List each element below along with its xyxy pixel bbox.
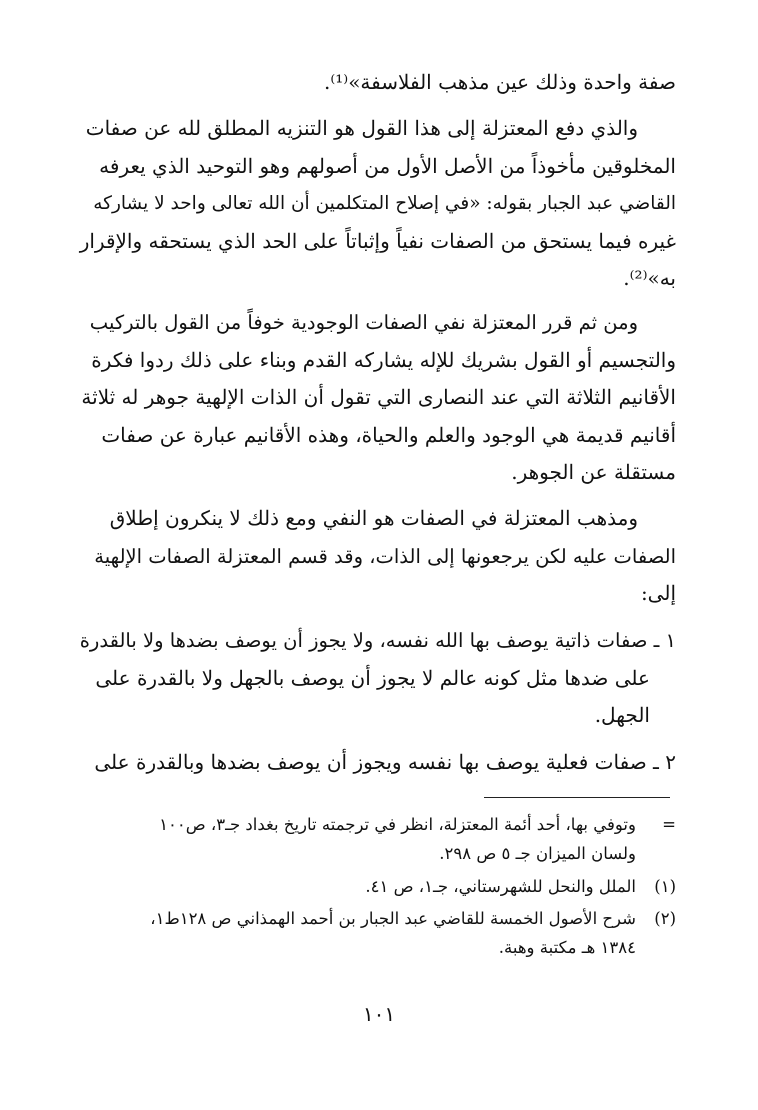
footnote-marker: (٢)	[654, 909, 676, 928]
list-item-continuation: الجهل.	[594, 703, 650, 727]
text-line: مستقلة عن الجوهر.	[511, 460, 676, 484]
list-item-first-line: ٢ ـ صفات فعلية يوصف بها نفسه ويجوز أن يوصف بضدها وبالقدرة على	[94, 750, 676, 774]
page-number: ١٠١	[362, 1002, 396, 1026]
text-line: الصفات عليه لكن يرجعونها إلى الذات، وقد قسم المعتزلة الصفات الإلهية	[94, 544, 676, 568]
list-item-first-line: ١ ـ صفات ذاتية يوصف بها الله نفسه، ولا يجوز أن يوصف بضدها ولا بالقدرة	[79, 629, 676, 652]
footnote-1	[76, 872, 676, 901]
text-line: والتجسيم أو القول بشريك للإله يشاركه القدم وبناء على ذلك ردوا فكرة	[91, 347, 676, 372]
list-item-continuation: على ضدها مثل كونه عالم لا يجوز أن يوصف بالجهل ولا بالقدرة على	[95, 665, 650, 690]
text-line: ومذهب المعتزلة في الصفات هو النفي ومع ذلك لا ينكرون إطلاق	[109, 506, 638, 530]
footnote-text: الملل والنحل للشهرستاني، جـ١، ص ٤١.	[365, 877, 636, 896]
text-line: والذي دفع المعتزلة إلى هذا القول هو التنزيه المطلق لله عن صفات	[85, 116, 638, 140]
text-line: إلى:	[640, 581, 676, 605]
footnote-separator	[484, 797, 670, 798]
paragraph-mutazila-doctrine	[80, 500, 676, 613]
footnote-text: ١٣٨٤ هـ مكتبة وهبة.	[498, 938, 636, 957]
footnote-2	[76, 904, 676, 962]
text-line: أقانيم قديمة هي الوجود والعلم والحياة، وهذه الأقانيم عبارة عن صفات	[101, 422, 676, 447]
footnote-text: شرح الأصول الخمسة للقاضي عبد الجبار بن أحمد الهمذاني ص ١٢٨ط١،	[150, 909, 636, 928]
list-item	[76, 744, 676, 782]
paragraph-attributes-negation	[80, 304, 676, 492]
text-line: به»⁽²⁾.	[623, 266, 676, 290]
text-line: المخلوقين مأخوذاً من الأصل الأول من أصولهم وهو التوحيد الذي يعرفه	[99, 153, 676, 178]
footnote-text: ولسان الميزان جـ ٥ ص ٢٩٨.	[439, 844, 636, 863]
footnote-text: وتوفي بها، أحد أئمة المعتزلة، انظر في ترجمته تاريخ بغداد جـ٣، ص١٠٠	[159, 815, 636, 834]
text-line: غيره فيما يستحق من الصفات نفياً وإثباتاً على الحد الذي يستحقه والإقرار	[79, 228, 676, 253]
footnote-continued	[76, 810, 676, 868]
footnote-marker: (١)	[654, 877, 676, 896]
footnote-marker: =	[662, 815, 676, 834]
list-item	[76, 622, 676, 735]
paragraph-tawhid	[80, 110, 676, 298]
paragraph-continuation	[76, 64, 676, 102]
text-line: الأقانيم الثلاثة التي عند النصارى التي تقول أن الذات الإلهية جوهر له ثلاثة	[81, 385, 676, 409]
text-line: القاضي عبد الجبار بقوله: «في إصلاح المتكلمين أن الله تعالى واحد لا يشاركه	[93, 193, 676, 214]
text-line: ومن ثم قرر المعتزلة نفي الصفات الوجودية خوفاً من القول بالتركيب	[89, 311, 638, 334]
text-line: صفة واحدة وذلك عين مذهب الفلاسفة»⁽¹⁾.	[323, 70, 676, 94]
